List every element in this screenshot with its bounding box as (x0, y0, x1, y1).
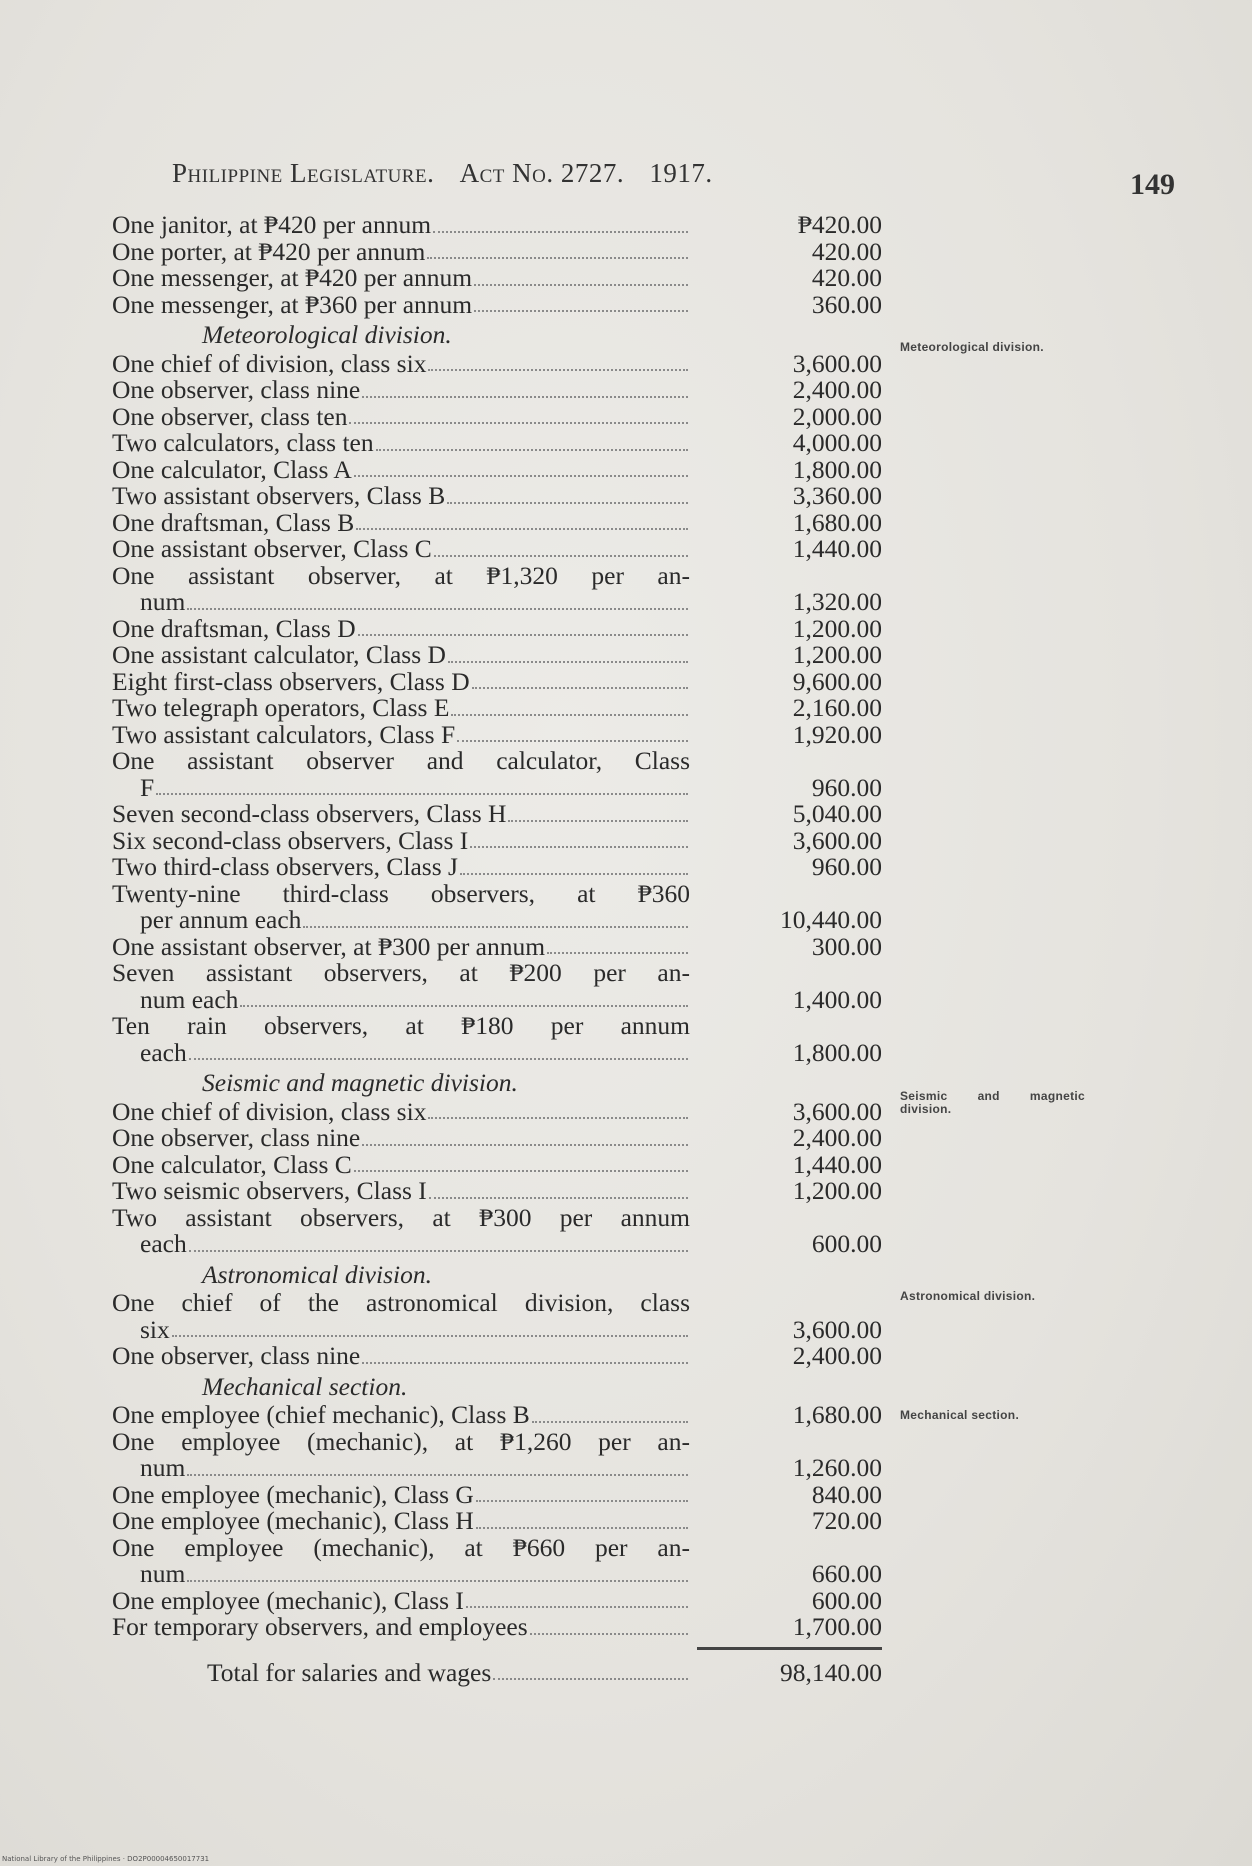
line-item-text-cont: per annum each (140, 905, 302, 934)
margin-note-mechanical: Mechanical section. (900, 1408, 1020, 1422)
line-item-description (112, 1125, 690, 1152)
line-item-amount: ₱420.00 (797, 210, 882, 239)
line-item-amount: 4,000.00 (792, 428, 882, 457)
leader-dots (356, 528, 688, 530)
line-item-amount: 3,600.00 (792, 1096, 882, 1126)
line-item-description (112, 719, 690, 749)
line-item-continuation (112, 1455, 690, 1482)
line-item-description (112, 1532, 690, 1588)
leader-dots (362, 396, 688, 398)
astronomical-rows (112, 1290, 882, 1370)
line-item-description (112, 931, 690, 961)
line-item-amount: 5,040.00 (792, 799, 882, 828)
leader-dots (427, 257, 688, 259)
line-item (112, 642, 882, 669)
line-item-amount: 420.00 (811, 236, 882, 266)
line-item-amount: 420.00 (811, 263, 882, 292)
line-item-amount: 3,360.00 (792, 481, 882, 510)
line-item-description (112, 212, 690, 239)
line-item-description (112, 289, 690, 319)
line-item (112, 931, 882, 961)
line-item-text: One calculator, Class C (112, 1149, 352, 1179)
line-item-continuation (112, 1561, 690, 1588)
line-item-text: Seven assistant observers, at ₱200 per an- (112, 958, 690, 987)
leader-dots (358, 634, 688, 636)
line-item-description (112, 1149, 690, 1179)
line-item (112, 1532, 882, 1588)
line-item (112, 801, 882, 828)
line-item-continuation (112, 772, 690, 802)
line-item-amount: 3,600.00 (792, 1314, 882, 1344)
leader-dots (476, 1527, 688, 1529)
leader-dots (433, 231, 688, 233)
margin-note-meteorological: Meteorological division. (900, 340, 1044, 354)
leader-dots (189, 1058, 688, 1060)
line-item-text: One observer, class nine (112, 375, 361, 404)
line-item-description (112, 348, 690, 378)
line-item-amount: 300.00 (811, 931, 882, 961)
line-item-text: One assistant observer and calculator, Class (112, 746, 690, 775)
leader-dots (466, 1606, 688, 1608)
line-item-description (112, 878, 690, 934)
line-item-amount: 2,400.00 (792, 375, 882, 404)
line-item-text: One observer, class ten (112, 401, 348, 431)
line-item (112, 377, 882, 404)
line-item-text: One assistant observer, Class C (112, 534, 432, 563)
line-item (112, 401, 882, 431)
line-item (112, 454, 882, 484)
line-item (112, 483, 882, 510)
line-item (112, 348, 882, 378)
line-item-text: One messenger, at ₱360 per annum (112, 289, 473, 319)
line-item (112, 960, 882, 1013)
line-item (112, 1290, 882, 1343)
leader-dots (530, 1633, 688, 1635)
line-item-text: Twenty-nine third-class observers, at ₱360 (112, 878, 690, 908)
section-title-seismic: Seismic and magnetic division. (202, 1068, 518, 1097)
line-item-text: Two third-class observers, Class J (112, 852, 458, 881)
section-title-mechanical: Mechanical section. (202, 1371, 408, 1401)
leader-dots (156, 793, 688, 795)
line-item-text: One assistant calculator, Class D (112, 640, 446, 669)
seismic-rows (112, 1096, 882, 1258)
line-item-text: Six second-class observers, Class I (112, 825, 469, 855)
line-item-text-cont: num each (140, 984, 239, 1014)
line-item (112, 536, 882, 563)
line-item-text-cont: F (140, 772, 155, 802)
leader-dots (448, 661, 688, 663)
leader-dots (547, 952, 688, 954)
line-item-text: One chief of division, class six (112, 1096, 427, 1126)
line-item-description (112, 960, 690, 1013)
line-item (112, 695, 882, 722)
line-item-amount: 600.00 (811, 1585, 882, 1615)
line-item-description (112, 265, 690, 292)
line-item-text: One chief of the astronomical division, class (112, 1288, 690, 1317)
section-title-astronomical: Astronomical division. (202, 1259, 432, 1289)
line-item-text: One observer, class nine (112, 1341, 361, 1370)
leader-dots (187, 1474, 688, 1476)
line-item-continuation (112, 907, 690, 934)
line-item (112, 265, 882, 292)
line-item-text-cont: each (140, 1229, 187, 1258)
total-rule-row (112, 1647, 882, 1650)
line-item-description (112, 1290, 690, 1343)
line-item-text: Two seismic observers, Class I (112, 1176, 427, 1205)
line-item-description (112, 1508, 690, 1535)
line-item-description (112, 1479, 690, 1509)
line-item-description (112, 801, 690, 828)
line-item-description (112, 695, 690, 722)
line-item-amount: 1,920.00 (792, 719, 882, 749)
line-item-description (112, 236, 690, 266)
line-item-amount: 1,800.00 (792, 1037, 882, 1067)
line-item-text: One chief of division, class six (112, 348, 427, 378)
line-item-amount: 1,320.00 (792, 587, 882, 616)
line-item-text: One assistant observer, at ₱1,320 per an- (112, 560, 690, 590)
line-item (112, 430, 882, 457)
line-item-text: Two telegraph operators, Class E (112, 693, 450, 722)
line-item-text: One messenger, at ₱420 per annum (112, 263, 473, 292)
leader-dots (349, 422, 688, 424)
leader-dots (457, 740, 688, 742)
leader-dots (476, 1500, 688, 1502)
line-item (112, 878, 882, 934)
line-item-text: One observer, class nine (112, 1123, 361, 1152)
line-item-amount: 360.00 (811, 289, 882, 319)
line-item-text: One assistant observer, at ₱300 per annum (112, 931, 546, 961)
line-item-description (112, 748, 690, 801)
line-item-text: One draftsman, Class D (112, 613, 356, 643)
line-item-description (112, 1013, 690, 1066)
line-item (112, 1402, 882, 1429)
line-item (112, 1479, 882, 1509)
line-item (112, 1585, 882, 1615)
leader-dots (429, 1197, 688, 1199)
line-item-text-cont: num (140, 1453, 186, 1482)
line-item-continuation (112, 1231, 690, 1258)
line-item-text: One porter, at ₱420 per annum (112, 236, 426, 266)
meteorological-rows (112, 348, 882, 1067)
page-number: 149 (1130, 168, 1175, 201)
line-item-text: Two calculators, class ten (112, 428, 374, 457)
line-item-description (112, 666, 690, 696)
line-item-description (112, 1402, 690, 1429)
leader-dots (472, 687, 688, 689)
leader-dots (508, 820, 688, 822)
line-item-amount: 1,700.00 (792, 1612, 882, 1641)
leader-dots (189, 1250, 688, 1252)
line-item (112, 1508, 882, 1535)
line-item (112, 289, 882, 319)
header-act: Act No. 2727. (459, 158, 625, 188)
line-item-text: Two assistant observers, Class B (112, 481, 446, 510)
line-item-description (112, 1585, 690, 1615)
line-item-amount: 1,400.00 (792, 984, 882, 1014)
line-item-amount: 1,680.00 (792, 1400, 882, 1429)
leader-dots (354, 1170, 688, 1172)
line-item-description (112, 1343, 690, 1370)
line-item-amount: 1,200.00 (792, 640, 882, 669)
line-item-amount: 1,260.00 (792, 1453, 882, 1482)
line-item (112, 560, 882, 616)
leader-dots (428, 369, 688, 371)
line-item-amount: 2,400.00 (792, 1341, 882, 1370)
line-item-amount: 9,600.00 (792, 666, 882, 696)
line-item-text: One employee (mechanic), Class G (112, 1479, 474, 1509)
line-item-continuation (112, 1037, 690, 1067)
header-legislature: Philippine Legislature. (172, 158, 435, 188)
line-item-amount: 1,200.00 (792, 1176, 882, 1205)
line-item-amount: 2,400.00 (792, 1123, 882, 1152)
total-label: Total for salaries and wages (207, 1657, 492, 1687)
line-item (112, 748, 882, 801)
line-item (112, 1125, 882, 1152)
line-item-text-cont: num (140, 1559, 186, 1588)
line-item-text: For temporary observers, and employees (112, 1612, 528, 1641)
line-item-amount: 1,680.00 (792, 507, 882, 537)
header-year: 1917. (649, 158, 713, 188)
margin-note-astronomical: Astronomical division. (900, 1289, 1036, 1303)
appropriation-list (112, 212, 882, 1686)
line-item-description (112, 401, 690, 431)
line-item-text: One calculator, Class A (112, 454, 352, 484)
line-item (112, 613, 882, 643)
line-item-description (112, 1178, 690, 1205)
line-item-description (112, 560, 690, 616)
line-item-text: One employee (chief mechanic), Class B (112, 1400, 530, 1429)
leader-dots (493, 1678, 688, 1680)
leader-dots (354, 475, 688, 477)
line-item-amount: 3,600.00 (792, 348, 882, 378)
leader-dots (470, 846, 688, 848)
section-title-meteorological: Meteorological division. (202, 320, 452, 349)
leader-dots (303, 926, 688, 928)
total-amount: 98,140.00 (780, 1657, 882, 1687)
line-item-text: One draftsman, Class B (112, 507, 355, 537)
running-header (172, 158, 713, 189)
line-item-amount: 1,800.00 (792, 454, 882, 484)
line-item-continuation (112, 589, 690, 616)
leader-dots (428, 1117, 688, 1119)
leader-dots (460, 873, 688, 875)
line-item-description (112, 825, 690, 855)
leader-dots (532, 1421, 688, 1423)
line-item (112, 854, 882, 881)
line-item-text: One employee (mechanic), at ₱660 per an- (112, 1532, 690, 1562)
mechanical-rows (112, 1402, 882, 1641)
leader-dots (362, 1144, 688, 1146)
top-rows (112, 212, 882, 318)
line-item (112, 1178, 882, 1205)
line-item-text-cont: six (140, 1314, 170, 1344)
line-item (112, 666, 882, 696)
line-item (112, 719, 882, 749)
line-item-text-cont: num (140, 587, 186, 616)
line-item-continuation (112, 1314, 690, 1344)
leader-dots (474, 310, 688, 312)
line-item-amount: 840.00 (811, 1479, 882, 1509)
line-item-amount: 2,160.00 (792, 693, 882, 722)
line-item (112, 507, 882, 537)
line-item (112, 1614, 882, 1641)
line-item-description (112, 1426, 690, 1482)
line-item-description (112, 430, 690, 457)
line-item-description (112, 854, 690, 881)
line-item-text: One janitor, at ₱420 per annum (112, 210, 432, 239)
line-item-text: One employee (mechanic), at ₱1,260 per an- (112, 1426, 690, 1456)
line-item (112, 1202, 882, 1258)
line-item (112, 1096, 882, 1126)
line-item-text: One employee (mechanic), Class H (112, 1506, 474, 1535)
line-item-description (112, 377, 690, 404)
footer-credit: National Library of the Philippines · DO2P00004650017731 (2, 1855, 210, 1863)
margin-note-seismic: Seismic and magnetic division. (900, 1089, 1085, 1116)
line-item-description (112, 642, 690, 669)
line-item (112, 1343, 882, 1370)
line-item-amount: 1,440.00 (792, 534, 882, 563)
line-item-amount: 660.00 (811, 1559, 882, 1588)
leader-dots (187, 608, 688, 610)
line-item-amount: 720.00 (811, 1506, 882, 1535)
line-item-amount: 960.00 (811, 772, 882, 802)
leader-dots (376, 449, 688, 451)
line-item-text: Eight first-class observers, Class D (112, 666, 470, 696)
line-item (112, 1149, 882, 1179)
line-item-description (112, 1614, 690, 1641)
line-item (112, 1426, 882, 1482)
line-item (112, 212, 882, 239)
line-item-text: Two assistant observers, at ₱300 per annum (112, 1202, 690, 1232)
leader-dots (240, 1005, 688, 1007)
line-item-amount: 600.00 (811, 1229, 882, 1258)
leader-dots (434, 555, 688, 557)
line-item (112, 1013, 882, 1066)
line-item (112, 825, 882, 855)
line-item-description (112, 613, 690, 643)
leader-dots (451, 714, 688, 716)
line-item-description (112, 536, 690, 563)
line-item-description (112, 1202, 690, 1258)
leader-dots (362, 1362, 688, 1364)
line-item-amount: 1,440.00 (792, 1149, 882, 1179)
leader-dots (447, 502, 688, 504)
line-item-continuation (112, 984, 690, 1014)
line-item-text: Seven second-class observers, Class H (112, 799, 507, 828)
line-item-text-cont: each (140, 1037, 187, 1067)
line-item-amount: 2,000.00 (792, 401, 882, 431)
line-item-amount: 960.00 (811, 852, 882, 881)
line-item-description (112, 1096, 690, 1126)
line-item-amount: 3,600.00 (792, 825, 882, 855)
line-item (112, 236, 882, 266)
total-row (112, 1657, 882, 1687)
line-item-text: One employee (mechanic), Class I (112, 1585, 464, 1615)
leader-dots (474, 284, 688, 286)
total-rule (697, 1647, 882, 1650)
leader-dots (187, 1580, 688, 1582)
line-item-description (112, 507, 690, 537)
line-item-amount: 1,200.00 (792, 613, 882, 643)
line-item-description (112, 483, 690, 510)
line-item-amount: 10,440.00 (780, 905, 882, 934)
line-item-description (112, 454, 690, 484)
line-item-text: Two assistant calculators, Class F (112, 719, 456, 749)
line-item-text: Ten rain observers, at ₱180 per annum (112, 1011, 690, 1040)
leader-dots (172, 1335, 688, 1337)
